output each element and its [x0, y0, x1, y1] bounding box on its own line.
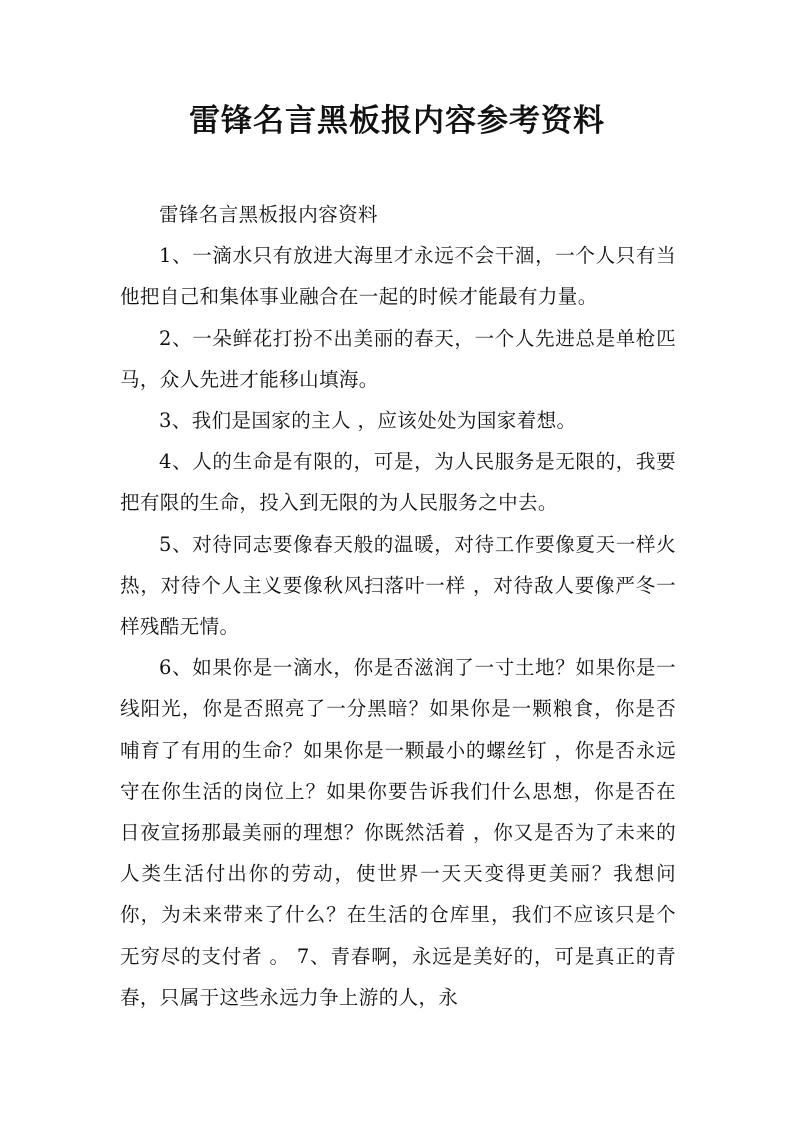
paragraph-quote-1: 1、一滴水只有放进大海里才永远不会干涸，一个人只有当他把自己和集体事业融合在一起的时候才能最有力量。: [120, 244, 676, 309]
paragraph-quote-5: 5、对待同志要像春天般的温暖，对待工作要像夏天一样火热，对待个人主义要像秋风扫落叶一样 ，对待敌人要像严冬一样残酷无情。: [120, 532, 676, 639]
document-body: [120, 194, 676, 1018]
document-title: 雷锋名言黑板报内容参考资料: [189, 103, 605, 139]
paragraph-subtitle: 雷锋名言黑板报内容资料: [159, 203, 378, 226]
paragraph-quote-4: 4、人的生命是有限的，可是，为人民服务是无限的，我要把有限的生命，投入到无限的为人民服务之中去。: [120, 450, 676, 515]
paragraph-quote-2: 2、一朵鲜花打扮不出美丽的春天，一个人先进总是单枪匹马，众人先进才能移山填海。: [120, 326, 676, 391]
paragraph-quote-6: 6、如果你是一滴水，你是否滋润了一寸土地？如果你是一线阳光，你是否照亮了一分黑暗？如果你是一颗粮食，你是否哺育了有用的生命？如果你是一颗最小的螺丝钉 ，你是否永远守在你生活的岗位上？如果你要告诉我们什么思想，你是否在日夜宣扬那最美丽的理想？你既然活着 ，你又是否为了未来的人类生活付出你的劳动，使世界一天天变得更美丽？我想问你，为未来带来了什么？在生活的仓库里，我们不应该只是个无穷尽的支付者 。 7、青春啊，永远是美好的，可是真正的青春，只属于这些永远力争上游的人，永: [120, 656, 676, 1009]
paragraph-quote-3: 3、我们是国家的主人 ，应该处处为国家着想。: [159, 409, 577, 433]
